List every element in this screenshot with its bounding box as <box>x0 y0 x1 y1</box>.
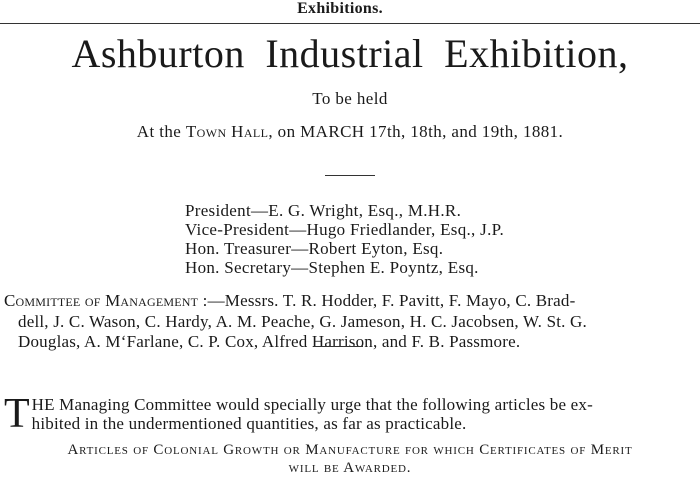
committee-members: Messrs. T. R. Hodder, F. Pavitt, F. Mayo, C. Brad- <box>224 291 576 310</box>
committee-line: Douglas, A. M‘Farlane, C. P. Cox, Alfred Harrison, and F. B. Passmore. <box>18 332 521 351</box>
committee-line <box>4 291 698 312</box>
articles-line: Articles of Colonial Growth or Manufacture for which Certificates of Merit <box>67 442 633 458</box>
top-rule <box>0 23 700 24</box>
officer-vice-president: Vice-President—Hugo Friedlander, Esq., J.P. <box>185 220 505 239</box>
officer-secretary: Hon. Secretary—Stephen E. Poyntz, Esq. <box>185 258 479 277</box>
venue-dates: 17th, 18th, and 19th, <box>369 122 519 141</box>
officer-president: President—E. G. Wright, Esq., M.H.R. <box>185 201 462 220</box>
committee-line: dell, J. C. Wason, C. Hardy, A. M. Peache, G. Jameson, H. C. Jacobsen, W. St. G. <box>18 311 587 331</box>
divider-rule <box>325 175 375 176</box>
notice-paragraph <box>4 391 698 437</box>
divider-rule <box>313 346 363 347</box>
articles-line: will be Awarded. <box>288 460 412 476</box>
venue-place: Town Hall <box>185 122 269 141</box>
committee-heading: Committee of Management :— <box>4 291 225 310</box>
drop-cap: T <box>4 391 30 437</box>
committee-paragraph <box>4 291 698 353</box>
section-heading: Exhibitions. <box>297 0 383 17</box>
exhibition-title: Ashburton Industrial Exhibition, <box>71 31 629 76</box>
notice-line: HE Managing Committee would specially urge that the following articles be ex- <box>31 395 593 414</box>
venue-month: MARCH <box>300 122 365 141</box>
notice-line: hibited in the undermentioned quantities, as far as practicable. <box>31 414 467 433</box>
subtitle: To be held <box>312 89 388 108</box>
articles-heading <box>0 441 700 477</box>
officers-list <box>185 201 504 277</box>
venue-year: 1881. <box>522 122 564 141</box>
officer-treasurer: Hon. Treasurer—Robert Eyton, Esq. <box>185 239 444 258</box>
venue-on: , on <box>268 122 296 141</box>
venue-line <box>0 122 700 142</box>
venue-prefix: At the <box>136 122 182 141</box>
